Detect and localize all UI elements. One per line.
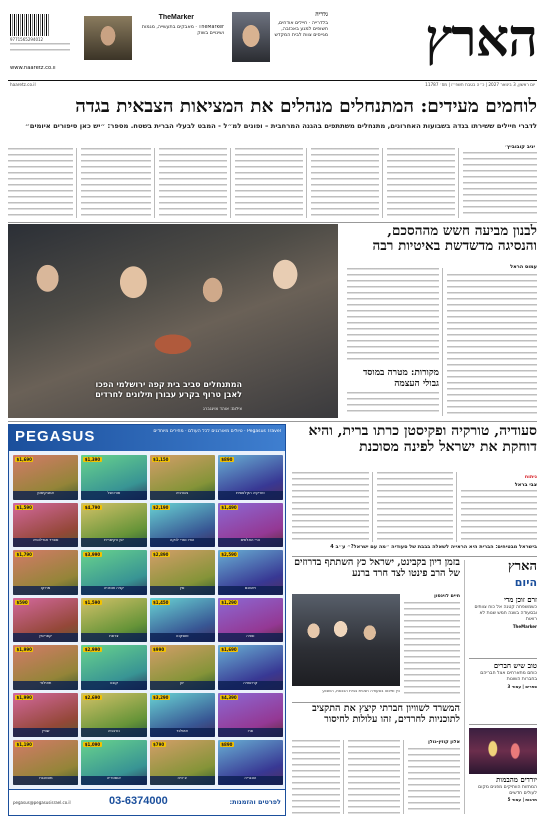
lead-story[interactable]	[8, 92, 537, 222]
ad-tile[interactable]	[81, 503, 146, 548]
ad-tile-price: $2,690	[84, 694, 101, 700]
lebanon-col-2	[347, 268, 439, 364]
ad-tile[interactable]	[13, 455, 78, 500]
saudi-subline: בישראל מבטיחים: הברית היא הראייה לשאלה בבבת של סעודיה ״מה עם ישראל?״ ע״ב 4	[330, 544, 537, 550]
ad-tile-price: $1,990	[16, 694, 32, 700]
today-item-1-ref: TheMarker	[512, 624, 537, 630]
ad-tile[interactable]	[218, 598, 283, 643]
section-rule-1	[8, 222, 537, 223]
ad-tile-title: הרי האלפים	[218, 538, 283, 547]
ad-tile-price: $1,450	[153, 599, 169, 605]
ad-tile-price: $2,890	[153, 552, 169, 558]
pegasus-email[interactable]: pegasus@pegasusisrael.co.il	[13, 800, 71, 805]
cabinet-photo[interactable]	[292, 594, 400, 686]
side-story-title[interactable]: מקורות: מטרה במוסד גבולי העצמה	[362, 368, 439, 389]
lead-col-4	[235, 148, 303, 216]
cabinet-story[interactable]	[292, 558, 460, 700]
ad-tile[interactable]	[13, 550, 78, 595]
ad-tile-price: $1,690	[221, 647, 237, 653]
ad-tile-title: אוזבקיסטן	[13, 491, 78, 500]
ad-tile[interactable]	[218, 693, 283, 738]
saudi-col-1	[461, 490, 537, 540]
ad-tile-price: $590	[16, 599, 28, 605]
lead-col-6	[81, 148, 151, 216]
ad-tile[interactable]	[218, 550, 283, 595]
section-rule-2	[8, 421, 537, 422]
budget-byline: אלון קוזין-גולן	[428, 740, 460, 745]
ad-tile-title: שוויץ	[13, 728, 78, 737]
ad-tile[interactable]	[150, 550, 215, 595]
pegasus-phone[interactable]: 03-6374000	[109, 795, 168, 807]
ad-tile-price: $3,290	[153, 694, 169, 700]
ad-tile-title: פורטוגל	[81, 491, 146, 500]
today-item-3[interactable]	[469, 776, 537, 816]
ad-tile-price: $2,190	[153, 504, 169, 510]
photo-story[interactable]	[8, 224, 537, 418]
ad-tile-title: צרפת	[81, 633, 146, 642]
ad-tile-title: נורבגיה	[81, 728, 146, 737]
ad-tile-title: טורקיה הקלאסית	[218, 491, 283, 500]
ad-tile-title: צ׳כיה	[150, 776, 215, 785]
budget-col-3	[292, 740, 340, 814]
ad-tile-title: יוון	[150, 681, 215, 690]
ad-tile[interactable]	[13, 645, 78, 690]
pegasus-logo[interactable]: PEGASUS	[15, 428, 96, 445]
ad-tile[interactable]	[218, 740, 283, 785]
ad-tile-title: קרואטיה	[218, 681, 283, 690]
today-item-3-text: המחזות הוותיקים מפנים מקום לעולים חדשים	[478, 784, 537, 797]
today-item-3-title: יורדים מהבמות	[496, 776, 537, 784]
today-item-2[interactable]	[469, 662, 537, 722]
ad-tile-title: ספרד אנדלוסיה	[13, 538, 78, 547]
ad-tile-title: יפן הקיסרית	[81, 538, 146, 547]
ad-tile-price: $1,990	[16, 647, 32, 653]
today-item-1[interactable]	[469, 596, 537, 656]
lead-subhead: לדברי חיילים ששירתו בגדה בשבועות האחרונים, מתנחלים משתתפים בהגנה המרחבית – ופונים למ״ל - המבט לבעלי הברית בשטח. מספר: ״יש כאן סיפורים איומים״	[24, 122, 537, 130]
ad-tile[interactable]	[150, 645, 215, 690]
main-photo[interactable]	[8, 224, 338, 418]
promo-themarker-text: TheMarker · מאבקים בתעשייה, מגמות ושינויים בשוק	[141, 25, 224, 36]
saudi-kicker: ניתוח	[524, 474, 537, 480]
main-photo-credit: צילום: אוהד צויגנברג	[202, 407, 242, 412]
pegasus-header	[9, 425, 286, 451]
haaretz-today-logo: הארץ	[508, 560, 537, 574]
haaretz-today[interactable]	[469, 558, 537, 816]
ad-tile-price: $1,590	[84, 599, 101, 605]
promo-gallery-text: בלדרייה · חיילים אודחים, חשופים למגע באכזבה, מגייסים צוות לבית המקדש	[274, 21, 328, 38]
site-url[interactable]: www.haaretz.co.il	[10, 66, 56, 71]
pegasus-tagline: Pegasus Travel · טיולים מאורגנים לכל העולם · מחירים מיוחדים	[153, 429, 281, 434]
ad-tile[interactable]	[13, 740, 78, 785]
side-story-text	[347, 392, 439, 416]
ad-tile[interactable]	[150, 693, 215, 738]
lead-headline[interactable]: לוחמים מעידים: המתנחלים מנהלים את המציאות הצבאית בגדה	[75, 97, 537, 117]
today-item-2-ref: ספרים | עמוד 3	[507, 684, 537, 690]
masthead-title[interactable]: הארץ	[425, 10, 537, 69]
ad-tile[interactable]	[81, 645, 146, 690]
today-item-3-photo[interactable]	[469, 728, 537, 774]
lead-col-2	[387, 148, 455, 216]
ad-tile-title: קפריסין	[13, 633, 78, 642]
section-rule-4	[292, 702, 461, 703]
barcode-number: 9771565294012	[10, 37, 44, 42]
promo-themarker-photo	[84, 16, 132, 60]
ad-tile[interactable]	[150, 598, 215, 643]
saudi-headline[interactable]: סעודיה, טורקיה ופקיסטן כרתו ברית, והיא דוחקת את ישראל לפינה מסוכנת	[308, 424, 537, 455]
barcode-bars	[10, 14, 50, 36]
promo-gallery-logo: גלריה	[315, 12, 328, 18]
ad-tile[interactable]	[81, 550, 146, 595]
ad-tile-price: $790	[153, 742, 165, 748]
masthead	[0, 0, 545, 92]
ad-tile[interactable]	[150, 503, 215, 548]
promo-themarker-logo: TheMarker	[158, 14, 194, 21]
ad-tile-price: $1,490	[221, 504, 237, 510]
ad-tile-price: $890	[221, 457, 233, 462]
cabinet-headline[interactable]: בזמן דיון בקבינט, ישראל כץ השתתף בדרוזים של הרב פינטו לצד חרד ברנע	[294, 558, 460, 579]
ad-tile[interactable]	[81, 693, 146, 738]
pegasus-grid	[13, 455, 283, 785]
ad-tile-price: $3,990	[84, 552, 101, 558]
today-item-1-text: כשמשפחה קטנה אל כוח צוותים ובסעודה בשנה חמש שנות לא רואות	[474, 604, 537, 623]
lead-col-5	[159, 148, 227, 216]
date-line: יום ראשון, 3 בינואר 2027 | כ״ה בטבת תשפ״ז | מס׳ 11787	[425, 82, 535, 87]
ad-tile-title: הודו וסרי לנקה	[150, 538, 215, 547]
ad-tile-title: מרוקו	[13, 586, 78, 595]
ad-tile[interactable]	[13, 503, 78, 548]
today-item-2-text: כוחם מתארחים אצל חבריהם בחברות השונות	[480, 670, 537, 683]
ad-tile-price: $1,290	[221, 599, 237, 605]
saudi-col-3	[292, 472, 369, 540]
saudi-col-2	[377, 472, 453, 540]
ad-tile[interactable]	[218, 455, 283, 500]
pegasus-footer	[9, 789, 286, 815]
lebanon-col-1	[447, 274, 537, 414]
ad-tile[interactable]	[13, 598, 78, 643]
ad-tile-price: $2,990	[84, 647, 101, 653]
promo-gallery[interactable]	[232, 12, 328, 70]
ad-tile-title: קובה	[81, 681, 146, 690]
lead-col-7	[8, 148, 73, 216]
ad-tile-title: גאורגיה	[150, 491, 215, 500]
ad-tile[interactable]	[150, 740, 215, 785]
main-photo-caption: המתנחלים סביב בית קפה ירושלמי הפכו לאבן טרוף בקרע עבורן תילונים לחרדים	[95, 380, 242, 399]
today-item-2-title: טוב שיש חברים	[493, 662, 537, 670]
ad-tile-title: איסלנד	[150, 728, 215, 737]
ad-tile-price: $890	[221, 742, 233, 748]
cabinet-byline: חיים לוינסון	[434, 594, 460, 599]
ad-tile-price: $4,790	[84, 504, 101, 510]
ad-tile-price: $1,190	[16, 742, 32, 748]
ad-tile-price: $990	[153, 647, 165, 653]
ad-tile-title: אוסטריה	[81, 776, 146, 785]
cabinet-text	[404, 602, 460, 694]
ad-tile[interactable]	[150, 455, 215, 500]
masthead-rule	[8, 80, 537, 81]
ad-tile-price: $2,590	[221, 552, 237, 558]
cabinet-photo-caption: כץ ופינטו בסעודה חגיגית בבית הכנסת, השבוע	[322, 688, 400, 693]
ad-tile[interactable]	[81, 598, 146, 643]
ad-tile-price: $1,690	[16, 457, 32, 462]
barcode-meta	[10, 43, 70, 54]
right-notice: haaretz.co.il	[10, 82, 36, 87]
ad-tile-title: תאילנד	[13, 681, 78, 690]
lead-byline: יניב קובוביץ׳	[504, 144, 535, 150]
ad-tile[interactable]	[81, 455, 146, 500]
lebanon-byline: עמוס הראל	[510, 264, 537, 270]
promo-themarker[interactable]	[84, 12, 224, 70]
lead-col-3	[311, 148, 379, 216]
ad-tile-title: ויאטנם	[218, 586, 283, 595]
ad-tile-price: $1,790	[16, 552, 32, 558]
ad-tile-price: $1,090	[84, 742, 101, 748]
ad-tile-price: $1,590	[16, 504, 32, 510]
ad-tile-price: $1,150	[153, 457, 169, 462]
ad-tile-title: סין	[150, 586, 215, 595]
pegasus-phone-label: לפרטים והזמנות:	[229, 798, 281, 806]
saudi-story[interactable]	[292, 424, 537, 554]
today-item-3-ref: תרבות | עמוד 5	[507, 797, 537, 803]
budget-col-2	[348, 740, 400, 814]
ad-tile[interactable]	[13, 693, 78, 738]
budget-story[interactable]	[292, 704, 460, 816]
haaretz-today-title: היום	[514, 576, 537, 589]
ad-tile-title: הונגריה	[218, 776, 283, 785]
promo-gallery-photo	[232, 12, 270, 62]
ad-tile[interactable]	[218, 503, 283, 548]
barcode	[10, 14, 76, 54]
saudi-byline: צבי בראל	[514, 482, 537, 488]
ad-tile-price: $1,390	[84, 457, 101, 462]
budget-col-1	[408, 748, 460, 814]
lebanon-headline[interactable]: לבנון מביעה חשש מההסכם, והנסיגה מדשדשת באיטיות רבה	[372, 224, 537, 255]
ad-tile-title: ונציה	[218, 633, 283, 642]
section-rule-3	[292, 556, 537, 557]
ad-tile-price: $4,390	[221, 694, 237, 700]
budget-headline[interactable]: המשרד לשוויון חברתי קיצץ את התקציב לתוכניות לחרדים, זהו עלולות לחיסור	[312, 704, 460, 725]
pegasus-ad[interactable]	[8, 424, 286, 816]
ad-tile[interactable]	[218, 645, 283, 690]
ad-tile[interactable]	[81, 740, 146, 785]
lead-col-1	[463, 152, 537, 216]
ad-tile-title: פרו	[218, 728, 283, 737]
ad-tile-title: קניה וטנזניה	[81, 586, 146, 595]
ad-tile-title: טוסקנה	[150, 633, 215, 642]
ad-tile-title: מונטנגרו	[13, 776, 78, 785]
today-item-1-title: זרם זוכן מדי	[504, 596, 537, 604]
